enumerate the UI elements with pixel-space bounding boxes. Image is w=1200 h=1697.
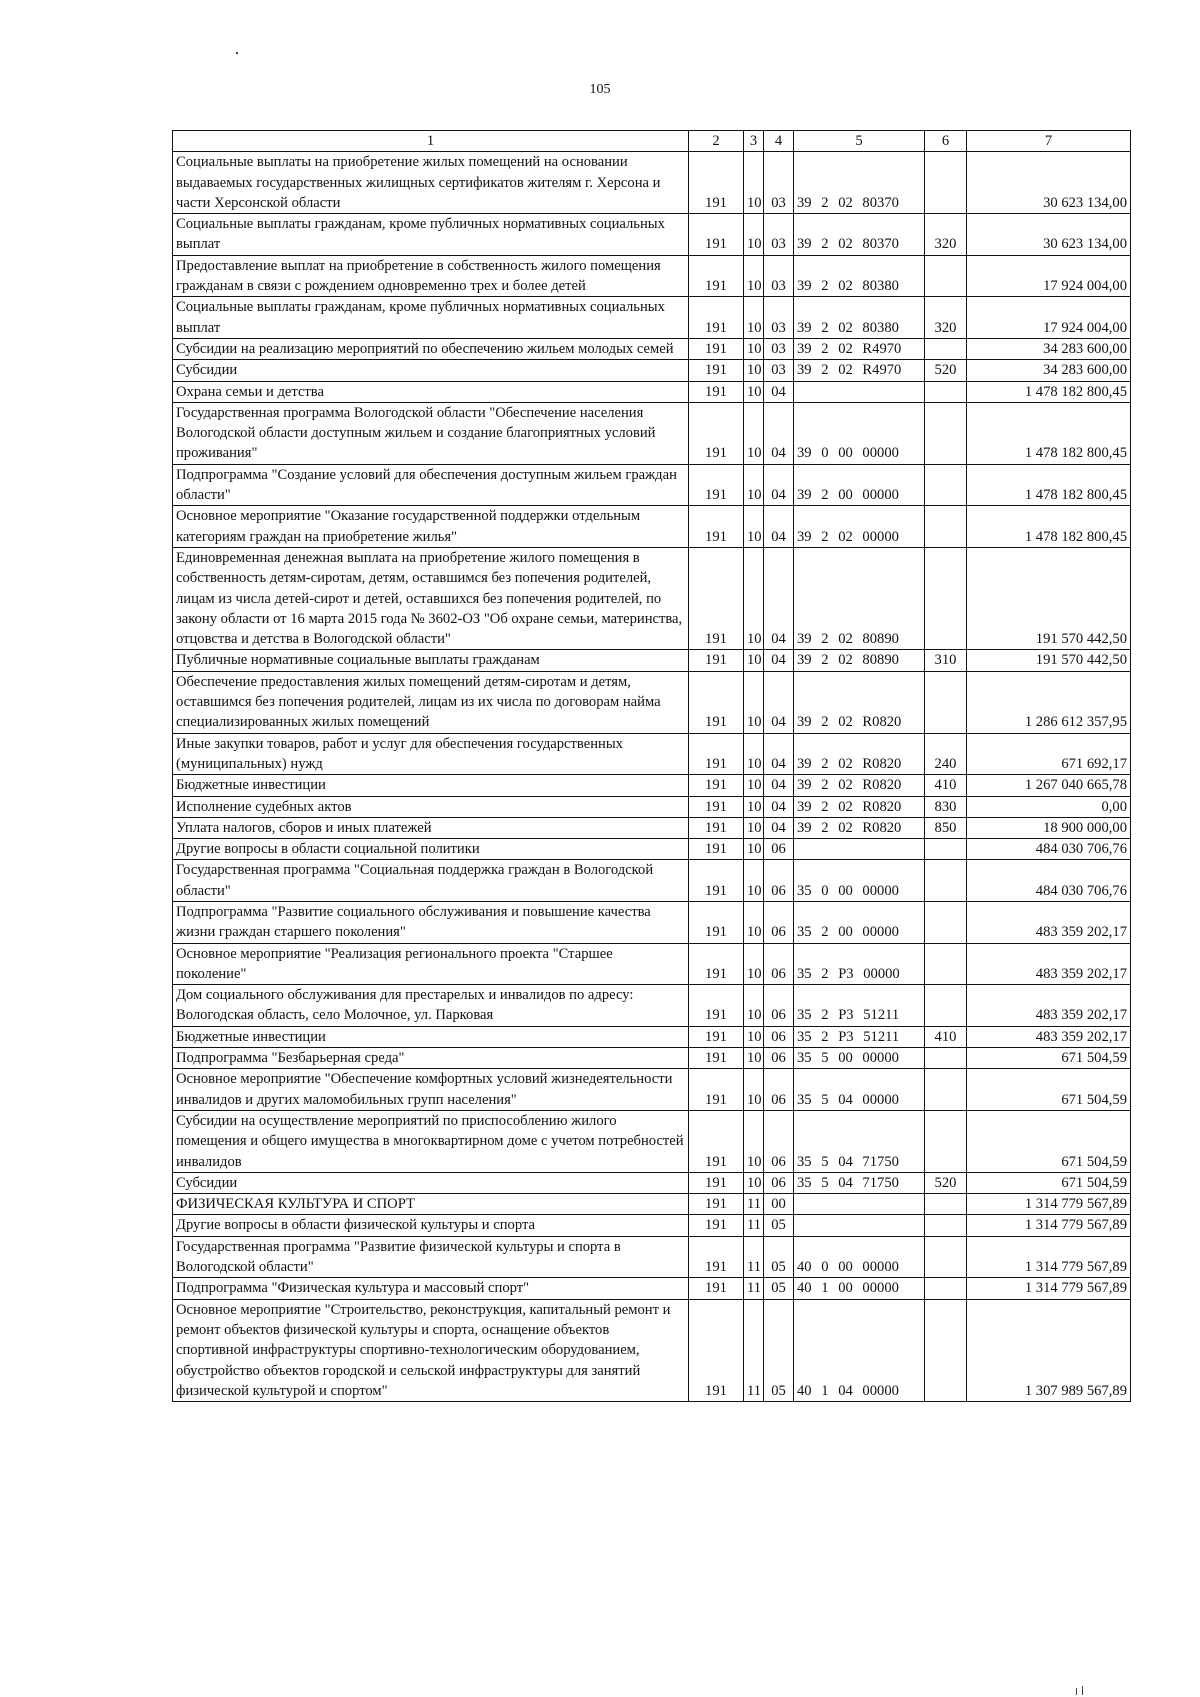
section-cell: 11 <box>744 1299 764 1401</box>
table-row <box>173 360 1131 381</box>
scan-speck <box>236 52 238 54</box>
admin-code-cell: 191 <box>689 1172 744 1193</box>
subsection-cell: 04 <box>764 464 794 506</box>
expense-type-cell <box>925 381 967 402</box>
expense-type-cell <box>925 255 967 297</box>
section-cell: 11 <box>744 1194 764 1215</box>
subsection-cell: 03 <box>764 360 794 381</box>
expense-type-cell <box>925 464 967 506</box>
row-name-cell: Основное мероприятие "Оказание государственной поддержки отдельным категориям граждан на приобретение жилья" <box>173 506 689 548</box>
admin-code-cell: 191 <box>689 985 744 1027</box>
row-name-cell: Другие вопросы в области физической культуры и спорта <box>173 1215 689 1236</box>
section-cell: 10 <box>744 671 764 733</box>
admin-code-cell: 191 <box>689 650 744 671</box>
table-row <box>173 1194 1131 1215</box>
subsection-cell: 06 <box>764 901 794 943</box>
expense-type-cell <box>925 839 967 860</box>
target-article-cell: 35 2 P3 00000 <box>794 943 925 985</box>
subsection-cell: 06 <box>764 1026 794 1047</box>
section-cell: 10 <box>744 464 764 506</box>
subsection-cell: 00 <box>764 1194 794 1215</box>
subsection-cell: 05 <box>764 1215 794 1236</box>
table-row <box>173 839 1131 860</box>
column-header: 7 <box>967 131 1131 152</box>
expense-type-cell <box>925 671 967 733</box>
subsection-cell: 06 <box>764 839 794 860</box>
section-cell: 10 <box>744 297 764 339</box>
admin-code-cell: 191 <box>689 360 744 381</box>
amount-cell: 18 900 000,00 <box>967 817 1131 838</box>
subsection-cell: 03 <box>764 152 794 214</box>
table-row <box>173 506 1131 548</box>
table-row <box>173 1048 1131 1069</box>
row-name-cell: Государственная программа "Развитие физической культуры и спорта в Вологодской области" <box>173 1236 689 1278</box>
admin-code-cell: 191 <box>689 214 744 256</box>
amount-cell: 0,00 <box>967 796 1131 817</box>
column-header: 1 <box>173 131 689 152</box>
section-cell: 10 <box>744 650 764 671</box>
scan-speck <box>1076 1688 1077 1695</box>
subsection-cell: 04 <box>764 547 794 649</box>
row-name-cell: Иные закупки товаров, работ и услуг для обеспечения государственных (муниципальных) нужд <box>173 733 689 775</box>
expense-type-cell <box>925 985 967 1027</box>
admin-code-cell: 191 <box>689 1278 744 1299</box>
amount-cell: 484 030 706,76 <box>967 839 1131 860</box>
target-article-cell: 35 5 00 00000 <box>794 1048 925 1069</box>
budget-table <box>172 130 1131 1402</box>
table-row <box>173 547 1131 649</box>
section-cell: 10 <box>744 1110 764 1172</box>
subsection-cell: 03 <box>764 255 794 297</box>
admin-code-cell: 191 <box>689 464 744 506</box>
table-row <box>173 796 1131 817</box>
target-article-cell: 39 2 02 R4970 <box>794 338 925 359</box>
column-header: 2 <box>689 131 744 152</box>
amount-cell: 1 286 612 357,95 <box>967 671 1131 733</box>
column-header: 4 <box>764 131 794 152</box>
admin-code-cell: 191 <box>689 860 744 902</box>
admin-code-cell: 191 <box>689 817 744 838</box>
section-cell: 10 <box>744 402 764 464</box>
target-article-cell: 39 2 02 R0820 <box>794 817 925 838</box>
subsection-cell: 06 <box>764 943 794 985</box>
table-row <box>173 860 1131 902</box>
table-row <box>173 152 1131 214</box>
admin-code-cell: 191 <box>689 1048 744 1069</box>
amount-cell: 671 504,59 <box>967 1172 1131 1193</box>
target-article-cell: 39 2 02 80890 <box>794 650 925 671</box>
admin-code-cell: 191 <box>689 381 744 402</box>
expense-type-cell <box>925 547 967 649</box>
target-article-cell: 39 2 02 00000 <box>794 506 925 548</box>
section-cell: 10 <box>744 255 764 297</box>
table-row <box>173 1069 1131 1111</box>
admin-code-cell: 191 <box>689 506 744 548</box>
amount-cell: 671 504,59 <box>967 1048 1131 1069</box>
subsection-cell: 04 <box>764 402 794 464</box>
expense-type-cell <box>925 1069 967 1111</box>
section-cell: 10 <box>744 943 764 985</box>
subsection-cell: 04 <box>764 671 794 733</box>
column-header: 3 <box>744 131 764 152</box>
amount-cell: 17 924 004,00 <box>967 255 1131 297</box>
expense-type-cell <box>925 1194 967 1215</box>
table-row <box>173 733 1131 775</box>
table-row <box>173 1215 1131 1236</box>
target-article-cell <box>794 1194 925 1215</box>
row-name-cell: Государственная программа "Социальная поддержка граждан в Вологодской области" <box>173 860 689 902</box>
table-row <box>173 402 1131 464</box>
subsection-cell: 06 <box>764 985 794 1027</box>
subsection-cell: 06 <box>764 1172 794 1193</box>
target-article-cell: 35 0 00 00000 <box>794 860 925 902</box>
admin-code-cell: 191 <box>689 796 744 817</box>
expense-type-cell <box>925 860 967 902</box>
row-name-cell: Бюджетные инвестиции <box>173 775 689 796</box>
amount-cell: 34 283 600,00 <box>967 338 1131 359</box>
row-name-cell: ФИЗИЧЕСКАЯ КУЛЬТУРА И СПОРТ <box>173 1194 689 1215</box>
row-name-cell: Социальные выплаты на приобретение жилых помещений на основании выдаваемых государственных жилищных сертификатов жителям г. Херсона и части Херсонской области <box>173 152 689 214</box>
expense-type-cell <box>925 1278 967 1299</box>
expense-type-cell: 520 <box>925 1172 967 1193</box>
amount-cell: 1 307 989 567,89 <box>967 1299 1131 1401</box>
amount-cell: 1 314 779 567,89 <box>967 1194 1131 1215</box>
subsection-cell: 04 <box>764 775 794 796</box>
expense-type-cell: 850 <box>925 817 967 838</box>
subsection-cell: 03 <box>764 297 794 339</box>
amount-cell: 191 570 442,50 <box>967 547 1131 649</box>
subsection-cell: 04 <box>764 796 794 817</box>
row-name-cell: Субсидии <box>173 1172 689 1193</box>
section-cell: 10 <box>744 338 764 359</box>
subsection-cell: 03 <box>764 338 794 359</box>
subsection-cell: 04 <box>764 817 794 838</box>
expense-type-cell: 320 <box>925 297 967 339</box>
target-article-cell: 39 2 02 R0820 <box>794 775 925 796</box>
admin-code-cell: 191 <box>689 1236 744 1278</box>
section-cell: 10 <box>744 1048 764 1069</box>
target-article-cell: 40 1 04 00000 <box>794 1299 925 1401</box>
section-cell: 10 <box>744 1026 764 1047</box>
subsection-cell: 05 <box>764 1299 794 1401</box>
header-row <box>173 131 1131 152</box>
amount-cell: 1 478 182 800,45 <box>967 506 1131 548</box>
section-cell: 10 <box>744 1069 764 1111</box>
amount-cell: 483 359 202,17 <box>967 1026 1131 1047</box>
amount-cell: 1 478 182 800,45 <box>967 464 1131 506</box>
section-cell: 10 <box>744 547 764 649</box>
admin-code-cell: 191 <box>689 152 744 214</box>
admin-code-cell: 191 <box>689 402 744 464</box>
row-name-cell: Основное мероприятие "Обеспечение комфортных условий жизнедеятельности инвалидов и других маломобильных групп населения" <box>173 1069 689 1111</box>
table-row <box>173 671 1131 733</box>
subsection-cell: 04 <box>764 650 794 671</box>
admin-code-cell: 191 <box>689 1026 744 1047</box>
section-cell: 10 <box>744 214 764 256</box>
admin-code-cell: 191 <box>689 775 744 796</box>
amount-cell: 30 623 134,00 <box>967 214 1131 256</box>
amount-cell: 1 267 040 665,78 <box>967 775 1131 796</box>
table-row <box>173 943 1131 985</box>
amount-cell: 191 570 442,50 <box>967 650 1131 671</box>
target-article-cell: 35 2 00 00000 <box>794 901 925 943</box>
row-name-cell: Предоставление выплат на приобретение в собственность жилого помещения гражданам в связи с рождением одновременно трех и более детей <box>173 255 689 297</box>
section-cell: 10 <box>744 775 764 796</box>
row-name-cell: Государственная программа Вологодской области "Обеспечение населения Вологодской области доступным жильем и создание благоприятных условий проживания" <box>173 402 689 464</box>
amount-cell: 1 478 182 800,45 <box>967 402 1131 464</box>
row-name-cell: Исполнение судебных актов <box>173 796 689 817</box>
subsection-cell: 04 <box>764 381 794 402</box>
expense-type-cell <box>925 943 967 985</box>
amount-cell: 1 478 182 800,45 <box>967 381 1131 402</box>
table-row <box>173 214 1131 256</box>
amount-cell: 30 623 134,00 <box>967 152 1131 214</box>
target-article-cell: 35 2 P3 51211 <box>794 1026 925 1047</box>
section-cell: 10 <box>744 1172 764 1193</box>
expense-type-cell <box>925 1299 967 1401</box>
target-article-cell: 39 0 00 00000 <box>794 402 925 464</box>
admin-code-cell: 191 <box>689 733 744 775</box>
expense-type-cell: 310 <box>925 650 967 671</box>
amount-cell: 483 359 202,17 <box>967 901 1131 943</box>
row-name-cell: Субсидии <box>173 360 689 381</box>
row-name-cell: Обеспечение предоставления жилых помещений детям-сиротам и детям, оставшимся без попечения родителей, лицам из их числа по договорам найма специализированных жилых помещений <box>173 671 689 733</box>
section-cell: 10 <box>744 506 764 548</box>
section-cell: 10 <box>744 817 764 838</box>
target-article-cell: 35 5 04 71750 <box>794 1172 925 1193</box>
target-article-cell <box>794 1215 925 1236</box>
amount-cell: 671 504,59 <box>967 1110 1131 1172</box>
row-name-cell: Субсидии на осуществление мероприятий по приспособлению жилого помещения и общего имущества в многоквартирном доме с учетом потребностей инвалидов <box>173 1110 689 1172</box>
subsection-cell: 04 <box>764 733 794 775</box>
table-row <box>173 1026 1131 1047</box>
section-cell: 10 <box>744 733 764 775</box>
admin-code-cell: 191 <box>689 547 744 649</box>
admin-code-cell: 191 <box>689 1110 744 1172</box>
amount-cell: 1 314 779 567,89 <box>967 1278 1131 1299</box>
table-row <box>173 1299 1131 1401</box>
admin-code-cell: 191 <box>689 1069 744 1111</box>
section-cell: 10 <box>744 381 764 402</box>
subsection-cell: 06 <box>764 1069 794 1111</box>
expense-type-cell <box>925 1215 967 1236</box>
row-name-cell: Охрана семьи и детства <box>173 381 689 402</box>
subsection-cell: 05 <box>764 1236 794 1278</box>
target-article-cell: 39 2 02 80380 <box>794 255 925 297</box>
amount-cell: 34 283 600,00 <box>967 360 1131 381</box>
target-article-cell: 39 2 00 00000 <box>794 464 925 506</box>
amount-cell: 671 692,17 <box>967 733 1131 775</box>
scan-speck <box>1082 1686 1083 1695</box>
expense-type-cell: 410 <box>925 1026 967 1047</box>
admin-code-cell: 191 <box>689 901 744 943</box>
admin-code-cell: 191 <box>689 1299 744 1401</box>
expense-type-cell <box>925 338 967 359</box>
section-cell: 10 <box>744 901 764 943</box>
target-article-cell: 39 2 02 80370 <box>794 152 925 214</box>
amount-cell: 483 359 202,17 <box>967 943 1131 985</box>
table-row <box>173 775 1131 796</box>
admin-code-cell: 191 <box>689 297 744 339</box>
target-article-cell: 40 0 00 00000 <box>794 1236 925 1278</box>
section-cell: 11 <box>744 1236 764 1278</box>
row-name-cell: Основное мероприятие "Строительство, реконструкция, капитальный ремонт и ремонт объектов физической культуры и спорта, оснащение объектов спортивной инфраструктуры спортивно-технологическим оборудованием, обустройство объектов городской и сельской инфраструктуры для занятий физической культурой и спортом" <box>173 1299 689 1401</box>
table-row <box>173 1236 1131 1278</box>
target-article-cell <box>794 839 925 860</box>
admin-code-cell: 191 <box>689 1215 744 1236</box>
expense-type-cell <box>925 506 967 548</box>
section-cell: 10 <box>744 360 764 381</box>
row-name-cell: Подпрограмма "Развитие социального обслуживания и повышение качества жизни граждан старшего поколения" <box>173 901 689 943</box>
row-name-cell: Подпрограмма "Создание условий для обеспечения доступным жильем граждан области" <box>173 464 689 506</box>
target-article-cell: 39 2 02 R4970 <box>794 360 925 381</box>
section-cell: 11 <box>744 1215 764 1236</box>
target-article-cell: 39 2 02 80890 <box>794 547 925 649</box>
expense-type-cell <box>925 1236 967 1278</box>
page-number: 105 <box>589 82 611 97</box>
table-row <box>173 1278 1131 1299</box>
column-header: 5 <box>794 131 925 152</box>
expense-type-cell <box>925 152 967 214</box>
target-article-cell: 39 2 02 R0820 <box>794 796 925 817</box>
amount-cell: 1 314 779 567,89 <box>967 1215 1131 1236</box>
admin-code-cell: 191 <box>689 255 744 297</box>
subsection-cell: 06 <box>764 860 794 902</box>
target-article-cell: 40 1 00 00000 <box>794 1278 925 1299</box>
row-name-cell: Подпрограмма "Безбарьерная среда" <box>173 1048 689 1069</box>
expense-type-cell <box>925 402 967 464</box>
target-article-cell: 39 2 02 80380 <box>794 297 925 339</box>
table-row <box>173 255 1131 297</box>
section-cell: 10 <box>744 796 764 817</box>
table-body <box>173 152 1131 1402</box>
row-name-cell: Основное мероприятие "Реализация регионального проекта "Старшее поколение" <box>173 943 689 985</box>
row-name-cell: Субсидии на реализацию мероприятий по обеспечению жильем молодых семей <box>173 338 689 359</box>
target-article-cell: 35 5 04 71750 <box>794 1110 925 1172</box>
section-cell: 10 <box>744 152 764 214</box>
row-name-cell: Другие вопросы в области социальной политики <box>173 839 689 860</box>
amount-cell: 483 359 202,17 <box>967 985 1131 1027</box>
row-name-cell: Уплата налогов, сборов и иных платежей <box>173 817 689 838</box>
expense-type-cell <box>925 901 967 943</box>
admin-code-cell: 191 <box>689 943 744 985</box>
table-row <box>173 1172 1131 1193</box>
table-row <box>173 650 1131 671</box>
expense-type-cell: 520 <box>925 360 967 381</box>
amount-cell: 1 314 779 567,89 <box>967 1236 1131 1278</box>
amount-cell: 671 504,59 <box>967 1069 1131 1111</box>
target-article-cell <box>794 381 925 402</box>
amount-cell: 484 030 706,76 <box>967 860 1131 902</box>
row-name-cell: Дом социального обслуживания для престарелых и инвалидов по адресу: Вологодская область, село Молочное, ул. Парковая <box>173 985 689 1027</box>
table-row <box>173 1110 1131 1172</box>
target-article-cell: 35 5 04 00000 <box>794 1069 925 1111</box>
section-cell: 10 <box>744 985 764 1027</box>
admin-code-cell: 191 <box>689 671 744 733</box>
expense-type-cell: 320 <box>925 214 967 256</box>
expense-type-cell <box>925 1048 967 1069</box>
subsection-cell: 06 <box>764 1048 794 1069</box>
admin-code-cell: 191 <box>689 839 744 860</box>
row-name-cell: Бюджетные инвестиции <box>173 1026 689 1047</box>
table-row <box>173 985 1131 1027</box>
row-name-cell: Публичные нормативные социальные выплаты гражданам <box>173 650 689 671</box>
table-row <box>173 297 1131 339</box>
row-name-cell: Социальные выплаты гражданам, кроме публичных нормативных социальных выплат <box>173 214 689 256</box>
expense-type-cell: 240 <box>925 733 967 775</box>
table-row <box>173 901 1131 943</box>
amount-cell: 17 924 004,00 <box>967 297 1131 339</box>
subsection-cell: 04 <box>764 506 794 548</box>
expense-type-cell <box>925 1110 967 1172</box>
expense-type-cell: 830 <box>925 796 967 817</box>
target-article-cell: 39 2 02 R0820 <box>794 671 925 733</box>
admin-code-cell: 191 <box>689 1194 744 1215</box>
subsection-cell: 06 <box>764 1110 794 1172</box>
subsection-cell: 03 <box>764 214 794 256</box>
row-name-cell: Единовременная денежная выплата на приобретение жилого помещения в собственность детям-сиротам, детям, оставшимся без попечения родителей, лицам из числа детей-сирот и детей, оставшихся без попечения родителей, по закону области от 16 марта 2015 года № 3602-ОЗ "Об охране семьи, материнства, отцовства и детства в Вологодской области" <box>173 547 689 649</box>
section-cell: 10 <box>744 860 764 902</box>
row-name-cell: Социальные выплаты гражданам, кроме публичных нормативных социальных выплат <box>173 297 689 339</box>
admin-code-cell: 191 <box>689 338 744 359</box>
subsection-cell: 05 <box>764 1278 794 1299</box>
row-name-cell: Подпрограмма "Физическая культура и массовый спорт" <box>173 1278 689 1299</box>
section-cell: 11 <box>744 1278 764 1299</box>
table-row <box>173 464 1131 506</box>
target-article-cell: 39 2 02 80370 <box>794 214 925 256</box>
expense-type-cell: 410 <box>925 775 967 796</box>
table-row <box>173 338 1131 359</box>
section-cell: 10 <box>744 839 764 860</box>
column-header: 6 <box>925 131 967 152</box>
table-row <box>173 817 1131 838</box>
table-row <box>173 381 1131 402</box>
target-article-cell: 35 2 P3 51211 <box>794 985 925 1027</box>
target-article-cell: 39 2 02 R0820 <box>794 733 925 775</box>
